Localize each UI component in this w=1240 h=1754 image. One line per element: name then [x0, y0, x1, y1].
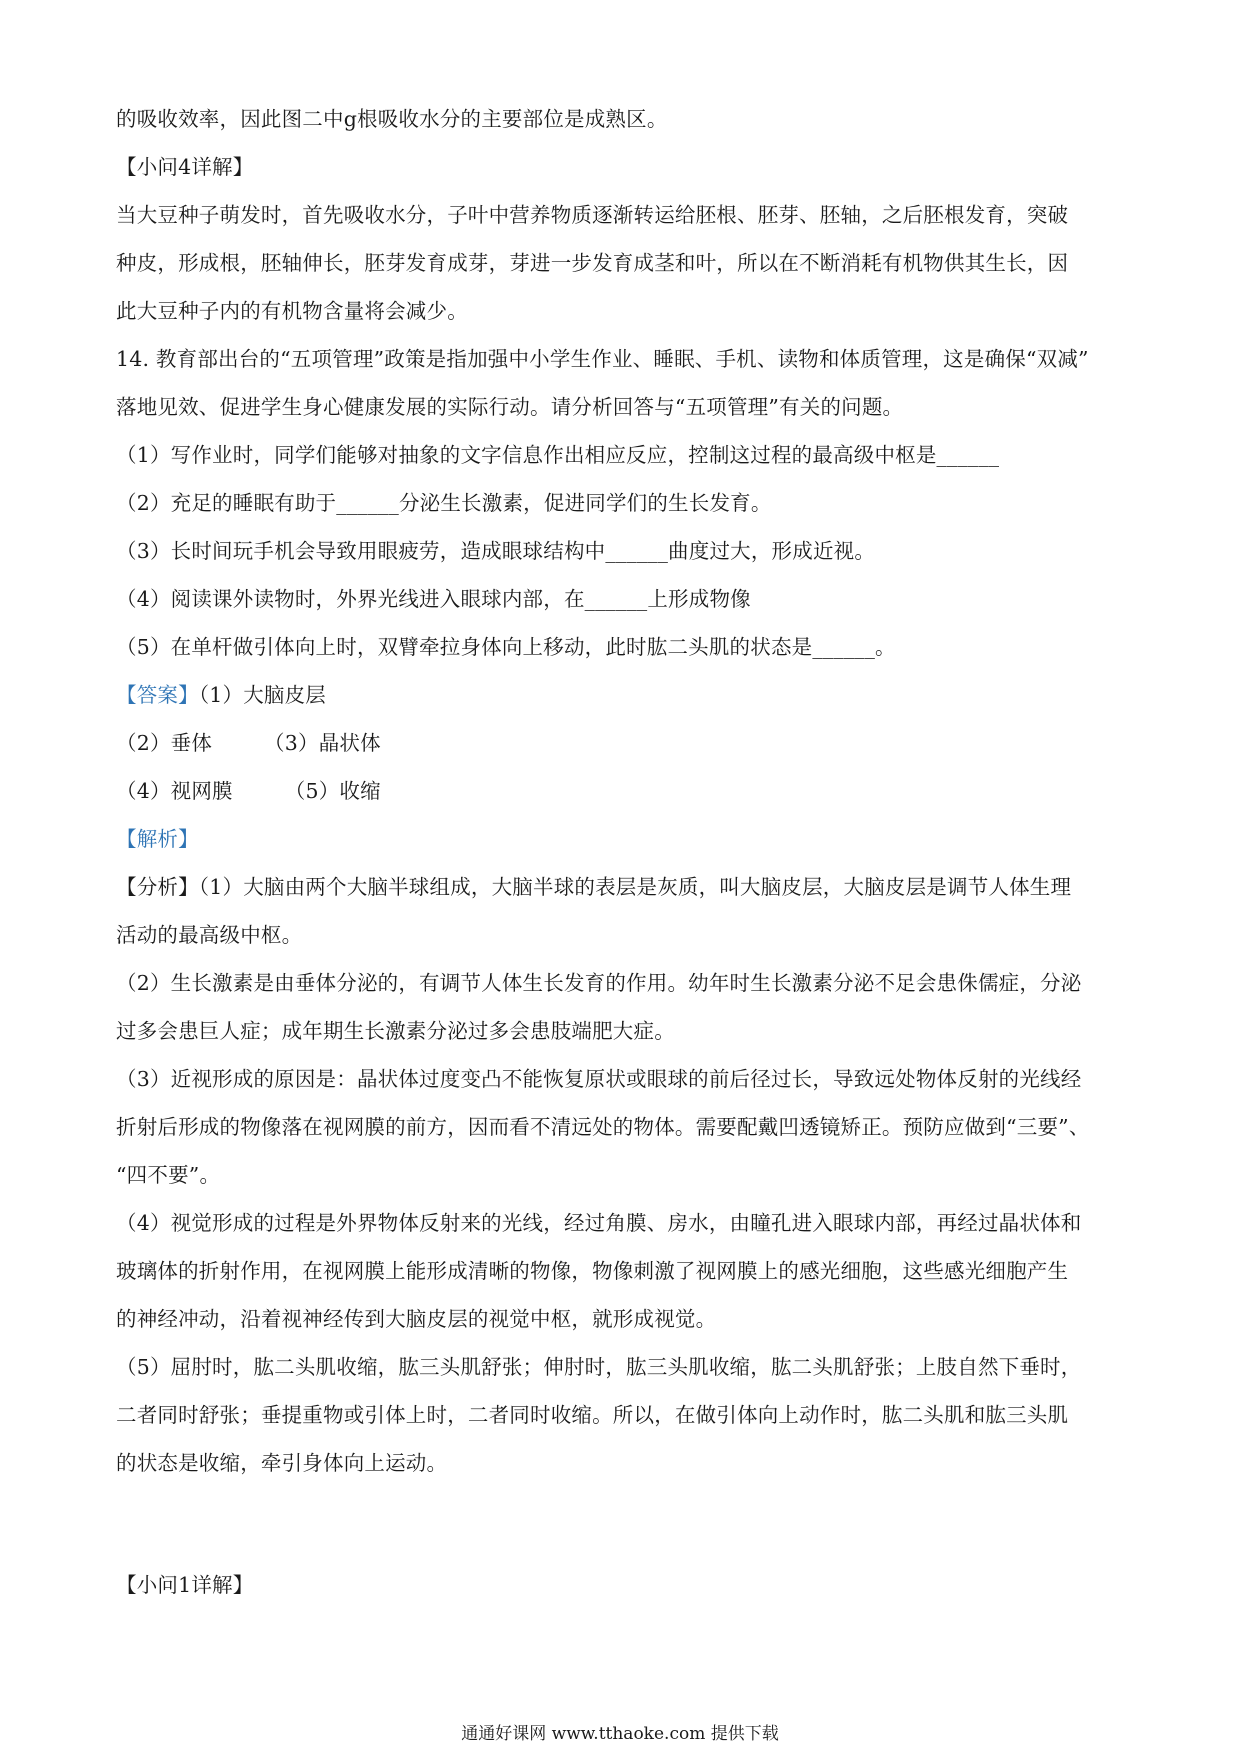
sub-question: （3）长时间玩手机会导致用眼疲劳，造成眼球结构中______曲度过大，形成近视。 [116, 539, 876, 563]
answer-4: （4）视网膜 [116, 779, 233, 803]
text-line: 活动的最高级中枢。 [116, 923, 303, 947]
text-line: 此大豆种子内的有机物含量将会减少。 [116, 299, 468, 323]
text-line: 二者同时舒张；垂提重物或引体上时，二者同时收缩。所以，在做引体向上动作时，肱二头肌和肱三头肌 [116, 1403, 1069, 1427]
section-heading: 【小问4详解】 [116, 155, 254, 179]
sub-question: （1）写作业时，同学们能够对抽象的文字信息作出相应反应，控制这过程的最高级中枢是______ [116, 443, 1000, 467]
sub-question: （5）在单杆做引体向上时，双臂牵拉身体向上移动，此时肱二头肌的状态是______。 [116, 635, 896, 659]
text-line: 【分析】（1）大脑由两个大脑半球组成，大脑半球的表层是灰质，叫大脑皮层，大脑皮层是调节人体生理 [116, 875, 1072, 899]
text-line: 的状态是收缩，牵引身体向上运动。 [116, 1451, 448, 1475]
sub-question: （2）充足的睡眠有助于______分泌生长激素，促进同学们的生长发育。 [116, 491, 772, 515]
text-line: 的吸收效率，因此图二中g根吸收水分的主要部位是成熟区。 [116, 107, 668, 131]
answer-text: （1）大脑皮层 [198, 683, 327, 707]
sub-question: （4）阅读课外读物时，外界光线进入眼球内部，在______上形成物像 [116, 587, 751, 611]
text-line: 种皮，形成根，胚轴伸长，胚芽发育成芽，芽进一步发育成茎和叶，所以在不断消耗有机物供其生长，因 [116, 251, 1069, 275]
answer-2: （2）垂体 [116, 731, 213, 755]
question-stem: 14. 教育部出台的“五项管理”政策是指加强中小学生作业、睡眠、手机、读物和体质管理，这是确保“双减” [116, 347, 1089, 371]
answer-3: （3）晶状体 [264, 731, 381, 755]
answer-line [116, 680, 1126, 710]
text-line: （5）屈肘时，肱二头肌收缩，肱三头肌舒张；伸肘时，肱三头肌收缩，肱二头肌舒张；上肢自然下垂时， [116, 1355, 1082, 1379]
text-line: 过多会患巨人症；成年期生长激素分泌过多会患肢端肥大症。 [116, 1019, 675, 1043]
page-footer: 通通好课网 www.tthaoke.com 提供下载 [461, 1724, 779, 1744]
text-line: 当大豆种子萌发时，首先吸收水分，子叶中营养物质逐渐转运给胚根、胚芽、胚轴，之后胚根发育，突破 [116, 203, 1069, 227]
section-heading: 【小问1详解】 [116, 1573, 254, 1597]
answer-line [116, 728, 1126, 758]
text-line: 折射后形成的物像落在视网膜的前方，因而看不清远处的物体。需要配戴凹透镜矫正。预防应做到“三要”、 [116, 1115, 1090, 1139]
text-line: （4）视觉形成的过程是外界物体反射来的光线，经过角膜、房水，由瞳孔进入眼球内部，再经过晶状体和 [116, 1211, 1082, 1235]
text-line: 的神经冲动，沿着视神经传到大脑皮层的视觉中枢，就形成视觉。 [116, 1307, 717, 1331]
text-line: “四不要”。 [116, 1163, 221, 1187]
question-stem: 落地见效、促进学生身心健康发展的实际行动。请分析回答与“五项管理”有关的问题。 [116, 395, 904, 419]
text-line: 玻璃体的折射作用，在视网膜上能形成清晰的物像，物像刺激了视网膜上的感光细胞，这些感光细胞产生 [116, 1259, 1069, 1283]
answer-tag: 【答案】 [116, 683, 199, 707]
answer-line [116, 776, 1126, 806]
analysis-tag: 【解析】 [116, 827, 199, 851]
text-line: （2）生长激素是由垂体分泌的，有调节人体生长发育的作用。幼年时生长激素分泌不足会患侏儒症，分泌 [116, 971, 1082, 995]
text-line: （3）近视形成的原因是：晶状体过度变凸不能恢复原状或眼球的前后径过长，导致远处物体反射的光线经 [116, 1067, 1082, 1091]
answer-5: （5）收缩 [284, 779, 381, 803]
